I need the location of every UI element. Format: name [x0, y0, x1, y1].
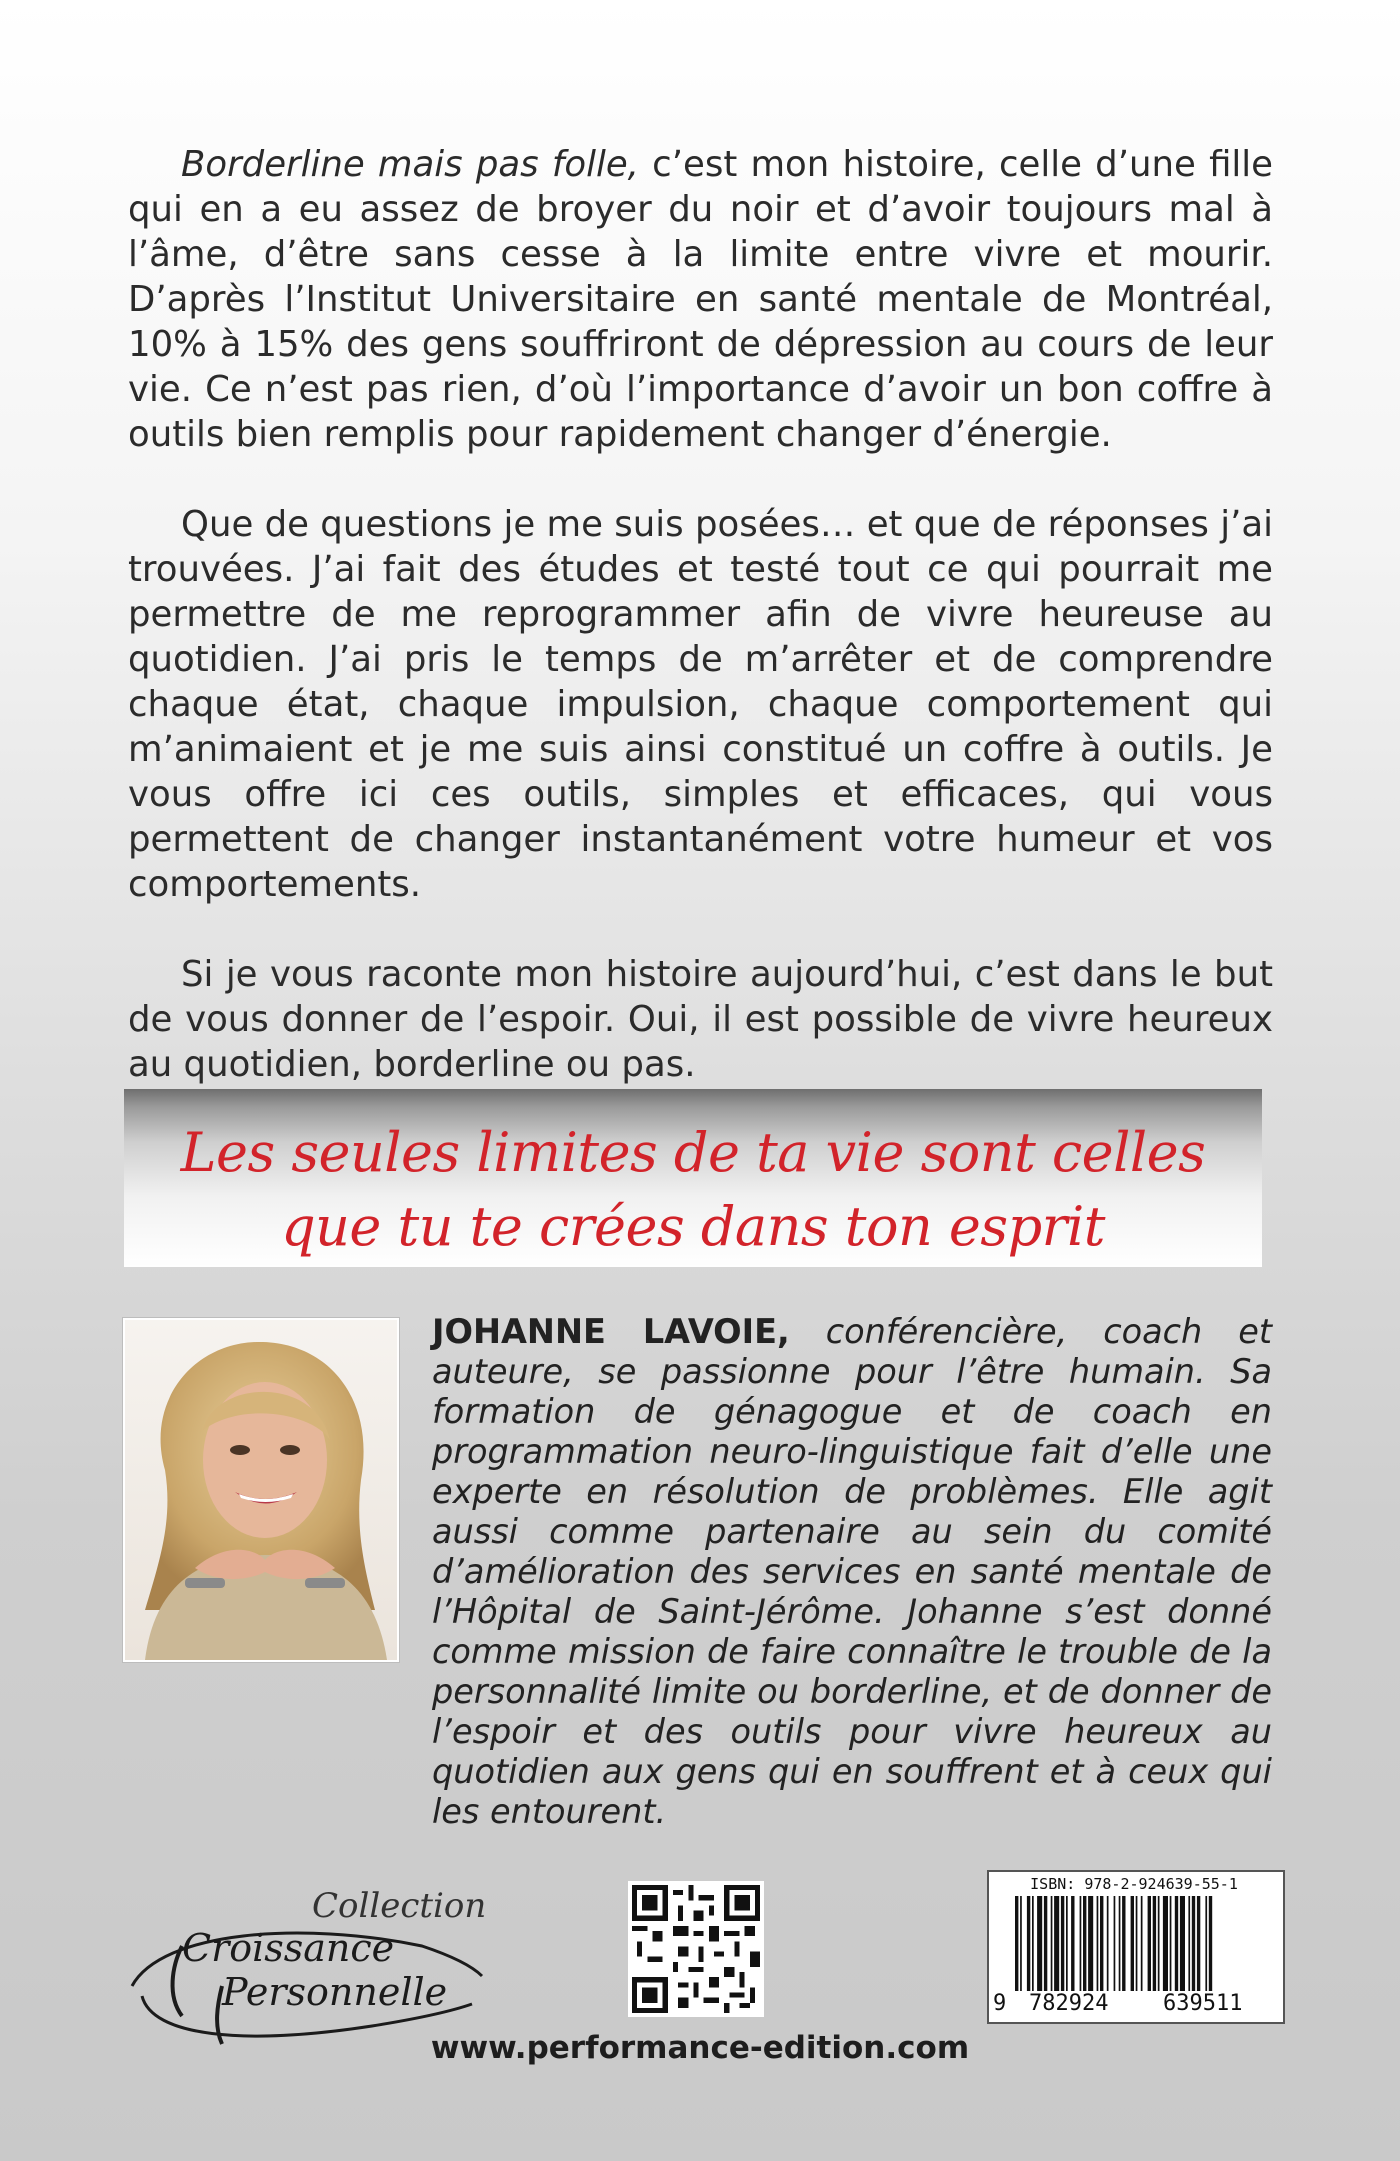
author-photo [123, 1318, 399, 1662]
barcode-bar [1148, 1896, 1151, 1991]
author-bio [432, 1312, 1272, 1832]
barcode-bar [1044, 1896, 1047, 1991]
barcode-bar [1020, 1896, 1022, 1991]
blurb-paragraph-3: Si je vous raconte mon histoire aujourd’hui, c’est dans le but de vous donner de l’espoir. Oui, il est possible de vivre heureux au quotidien, borderline ou pas. [128, 954, 1273, 1085]
blurb-paragraph-1-text: c’est mon histoire, celle d’une fille qui en a eu assez de broyer du noir et d’avoir toujours mal à l’âme, d’être sans cesse à la limite entre vivre et mourir. D’après l’Institut Universitaire en santé mentale de Montréal, 10% à 15% des gens souffriront de dépression au cours de leur vie. Ce n’est pas rien, d’où l’importance d’avoir un bon coffre à outils bien remplis pour rapidement changer d’énergie. [128, 144, 1273, 455]
author-bio-text: conférencière, coach et auteure, se passionne pour l’être humain. Sa formation de génagogue et de coach en programmation neuro-linguistique fait d’elle une experte en résolution de problèmes. Elle agit aussi comme partenaire au sein du comité d’amélioration des services en santé mentale de l’Hôpital de Saint-Jérôme. Johanne s’est donné comme mission de faire connaître le trouble de la personnalité limite ou borderline, et de donner de l’espoir et des outils pour vivre heureux au quotidien aux gens qui en souffrent et à ceux qui les entourent. [432, 1312, 1272, 1831]
quote-line-2: que tu te crées dans ton esprit [281, 1195, 1105, 1258]
blurb-paragraph-2: Que de questions je me suis posées… et que de réponses j’ai trouvées. J’ai fait des études et testé tout ce qui pourrait me permettre de me reprogrammer afin de vivre heureuse au quotidien. J’ai pris le temps de m’arrêter et de comprendre chaque état, chaque impulsion, chaque comportement qui m’animaient et je me suis ainsi constitué un coffre à outils. Je vous offre ici ces outils, simples et efficaces, qui vous permettent de changer instantanément votre humeur et vos comportements. [128, 504, 1273, 905]
blurb-paragraph-1 [128, 142, 1273, 457]
barcode-bar [1107, 1896, 1109, 1991]
isbn-number: ISBN: 978-2-924639-55-1 [1030, 1875, 1238, 1893]
barcode-digits-group-1: 782924 [1029, 1991, 1109, 2016]
barcode-bar [1088, 1896, 1093, 1991]
barcode-bar [1114, 1896, 1116, 1991]
barcode-bar [1180, 1896, 1185, 1991]
barcode-bar [1197, 1896, 1200, 1991]
barcode-bar [1080, 1896, 1082, 1991]
author-portrait-image [125, 1320, 397, 1660]
barcode-bar [1054, 1896, 1059, 1991]
barcode-bar [1066, 1896, 1068, 1991]
barcode-digit-left: 9 [993, 1991, 1007, 2016]
barcode-bar [1205, 1896, 1207, 1991]
barcode-bar [1192, 1896, 1195, 1991]
barcode-bar [1037, 1896, 1042, 1991]
barcode-bar [1027, 1896, 1030, 1991]
barcode-bar [1119, 1896, 1121, 1991]
barcode-bar [1032, 1896, 1034, 1991]
barcode-bar [1163, 1896, 1168, 1991]
back-cover-blurb [128, 142, 1273, 1087]
book-title: Borderline mais pas folle, [181, 144, 639, 185]
collection-name-line-1: Croissance [182, 1926, 395, 1970]
barcode-bar [1083, 1896, 1086, 1991]
barcode-bar [1153, 1896, 1156, 1991]
quote-line-1: Les seules limites de ta vie sont celles [180, 1121, 1206, 1184]
author-name: JOHANNE LAVOIE, [432, 1312, 790, 1351]
quote [124, 1116, 1262, 1264]
barcode-bar [1170, 1896, 1172, 1991]
qr-code-image [632, 1885, 760, 2013]
barcode-bar [1015, 1896, 1018, 1991]
barcode-bar [1175, 1896, 1178, 1991]
barcode-bar [1051, 1896, 1053, 1991]
barcode-bar [1061, 1896, 1064, 1991]
barcode-bar [1209, 1896, 1212, 1991]
barcode-bar [1141, 1896, 1143, 1991]
barcode-bar [1136, 1896, 1138, 1991]
qr-code [628, 1881, 764, 2017]
publisher-website: www.performance-edition.com [430, 2030, 970, 2066]
barcode-bar [1071, 1896, 1074, 1991]
barcode-bar [1188, 1896, 1190, 1991]
barcode-bar [1131, 1896, 1134, 1991]
collection-name-line-2: Personnelle [222, 1970, 448, 2014]
collection-label: Collection [312, 1886, 487, 1926]
barcode-bar [1158, 1896, 1160, 1991]
barcode-bar [1100, 1896, 1103, 1991]
barcode-bar [1097, 1896, 1099, 1991]
barcode-bar [1122, 1896, 1125, 1991]
barcode-digits-group-2: 639511 [1163, 1991, 1243, 2016]
